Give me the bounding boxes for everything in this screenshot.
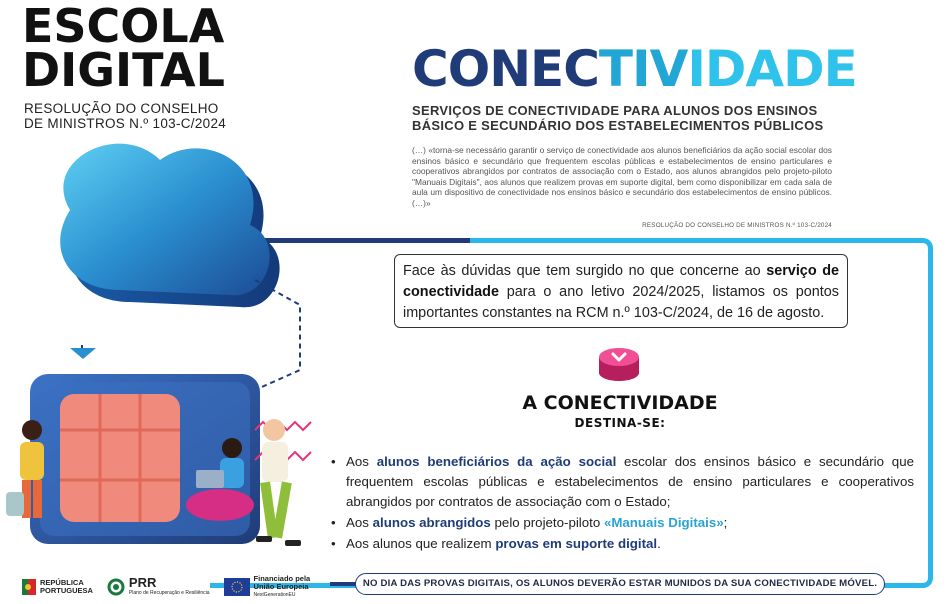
eu-flag-icon	[224, 578, 250, 596]
intro-text-after: para o ano letivo 2024/2025, listamos os pontos importantes constantes na RCM n.º 103-C/2024, de 16 de agosto.	[403, 284, 839, 321]
intro-box	[394, 254, 848, 328]
brand-title-line2: DIGITAL	[22, 43, 225, 97]
intro-text-bold: serviço de conectividade	[403, 263, 839, 300]
cloud-icon	[60, 144, 279, 308]
republica-line1: REPÚBLICA	[40, 578, 84, 587]
page-title-part2: TIV	[598, 40, 688, 98]
list-item-text: escolar dos ensinos básico e secundário que frequentem escolas públicas e estabelecimentos de ensino particulares e cooperativos abrangidos por contratos de associação com o Estado;	[346, 454, 914, 509]
republica-portuguesa-logo	[22, 579, 93, 595]
prr-logo	[107, 577, 210, 597]
eu-small: NextGenerationEU	[253, 592, 296, 598]
connectivity-illustration	[0, 130, 330, 570]
sponsor-logos	[22, 574, 310, 600]
list-item-text: .	[657, 536, 661, 551]
brand-title	[22, 0, 262, 97]
page-title-part3: IDADE	[687, 40, 857, 98]
brand-resolution-line1: RESOLUÇÃO DO CONSELHO	[24, 101, 219, 116]
list-item-text: pelo projeto-piloto	[490, 515, 604, 530]
list-item-highlight: provas em suporte digital	[495, 536, 658, 551]
legal-quote: (…) «torna-se necessário garantir o serviço de conectividade aos alunos beneficiários da ação social escolar dos ensinos básico e secundário que frequentem escolas públicas e estabelecimentos de ensino particulares e cooperativos abrangidos por contratos de associação com o Estado, aos alunos abrangidos pelo projeto-piloto "Manuais Digitais", aos alunos que realizem provas em suporte digital, bem como disponibilizar em cada sala de aula um dispositivo de conectividade nos ensinos básico e secundário dos estabelecimentos de ensino públicos. (…)»	[412, 145, 832, 208]
legal-quote-source: RESOLUÇÃO DO CONSELHO DE MINISTROS N.º 103-C/2024	[642, 222, 832, 229]
list-item-text: Aos	[346, 454, 377, 469]
list-item	[330, 534, 914, 554]
bottom-note: NO DIA DAS PROVAS DIGITAIS, OS ALUNOS DEVERÃO ESTAR MUNIDOS DA SUA CONECTIVIDADE MÓVEL.	[355, 573, 885, 595]
list-item-text: Aos alunos que realizem	[346, 536, 496, 551]
section-subtitle: DESTINA-SE:	[574, 416, 666, 430]
eu-line2: União Europeia	[253, 582, 309, 591]
page-title	[412, 42, 857, 96]
student-left-icon	[6, 420, 44, 518]
eu-line1: Financiado pela	[253, 574, 311, 583]
list-item	[330, 452, 914, 512]
heart-button-icon	[596, 343, 642, 383]
brand-resolution	[24, 102, 226, 131]
arrow-down-icon	[70, 348, 96, 359]
prr-label: PRR	[128, 575, 157, 590]
eu-logo	[224, 575, 311, 599]
prr-small: Plano de Recuperação e Resiliência	[128, 590, 210, 596]
list-item-highlight: alunos beneficiários da ação social	[376, 454, 617, 469]
republica-line2: PORTUGUESA	[40, 586, 93, 595]
list-item-highlight: «Manuais Digitais»	[603, 515, 724, 530]
student-right-icon	[256, 419, 301, 546]
prr-icon	[107, 578, 125, 596]
list-item-text: Aos	[346, 515, 373, 530]
page-title-part1: CONEC	[412, 40, 599, 98]
list-item-highlight: alunos abrangidos	[372, 515, 491, 530]
section-title: A CONECTIVIDADE	[522, 392, 718, 414]
list-item-text: ;	[723, 515, 728, 530]
brand-title-line1: ESCOLA	[22, 0, 225, 53]
portugal-flag-icon	[22, 579, 36, 595]
intro-text-before: Face às dúvidas que tem surgido no que concerne ao	[403, 263, 767, 279]
brand-resolution-line2: DE MINISTROS N.º 103-C/2024	[24, 115, 227, 131]
page-subtitle: SERVIÇOS DE CONECTIVIDADE PARA ALUNOS DOS ENSINOS BÁSICO E SECUNDÁRIO DOS ESTABELECIMENTOS PÚBLICOS	[412, 103, 824, 133]
bottom-accent	[330, 582, 356, 586]
beneficiaries-list	[330, 452, 914, 555]
list-item	[330, 513, 914, 533]
